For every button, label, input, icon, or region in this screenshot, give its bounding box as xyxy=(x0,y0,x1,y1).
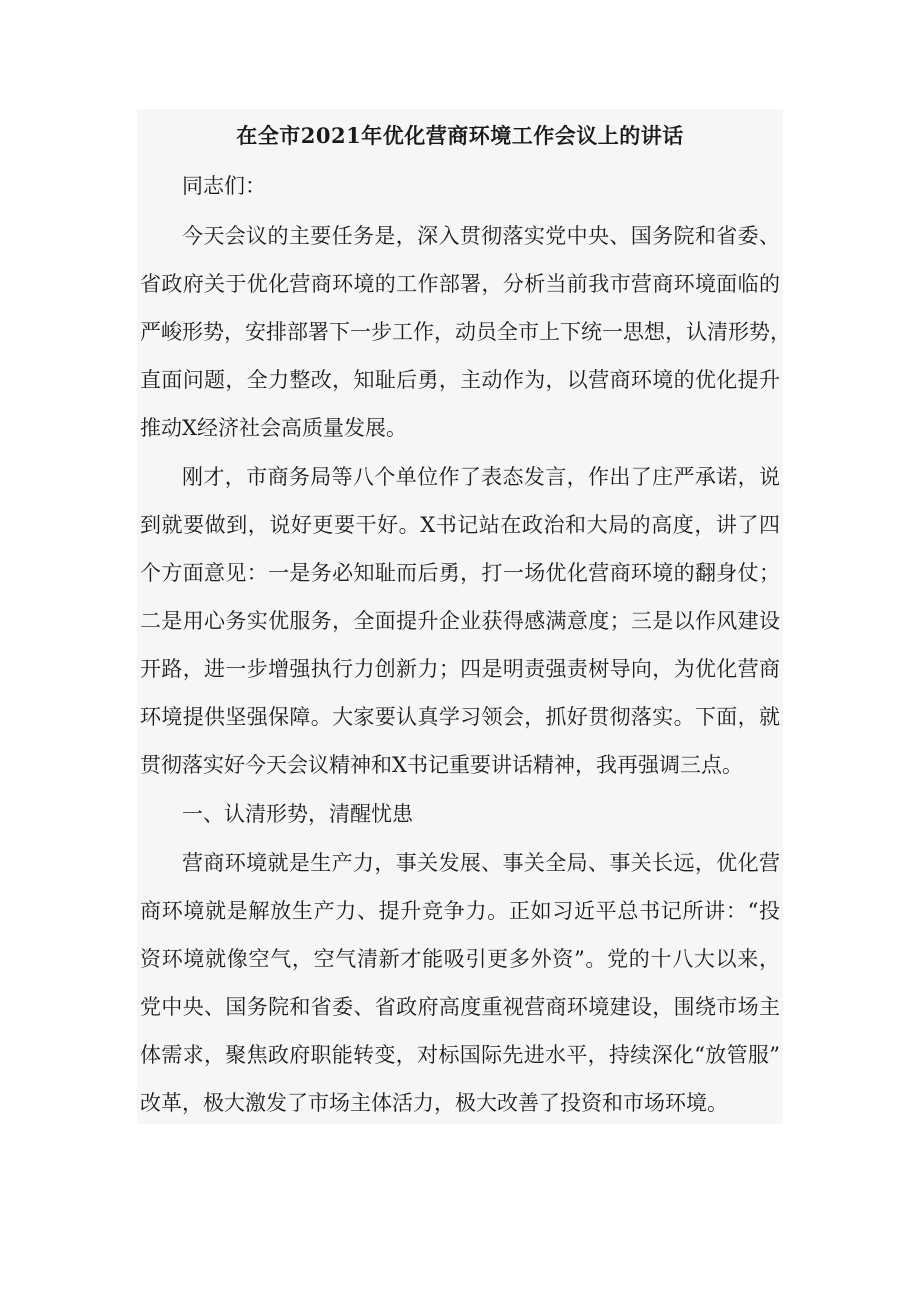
paragraph-line: 环境提供坚强保障。大家要认真学习领会，抓好贯彻落实。下面，就 xyxy=(140,705,780,729)
paragraph-line: 开路，进一步增强执行力创新力；四是明责强责树导向，为优化营商 xyxy=(140,657,780,681)
paragraph-line: 个方面意见：一是务必知耻而后勇，打一场优化营商环境的翻身仗； xyxy=(140,561,780,585)
paragraph-line: 营商环境就是生产力，事关发展、事关全局、事关长远，优化营 xyxy=(182,851,780,875)
section-heading: 一、认清形势，清醒忧患 xyxy=(182,802,413,826)
paragraph-line: 省政府关于优化营商环境的工作部署，分析当前我市营商环境面临的 xyxy=(140,272,780,296)
paragraph-line: 严峻形势，安排部署下一步工作，动员全市上下统一思想，认清形势， xyxy=(140,320,791,344)
paragraph-line: 党中央、国务院和省委、省政府高度重视营商环境建设，围绕市场主 xyxy=(140,995,780,1019)
paragraph-line: 二是用心务实优服务，全面提升企业获得感满意度；三是以作风建设 xyxy=(140,609,780,633)
paragraph-line: 资环境就像空气，空气清新才能吸引更多外资”。党的十八大以来， xyxy=(140,947,780,971)
paragraph-line: 推动X经济社会高质量发展。 xyxy=(140,416,407,440)
paragraph-line: 贯彻落实好今天会议精神和X书记重要讲话精神，我再强调三点。 xyxy=(140,753,743,777)
paragraph-line: 到就要做到，说好更要干好。X书记站在政治和大局的高度，讲了四 xyxy=(140,513,780,537)
paragraph-line: 商环境就是解放生产力、提升竞争力。正如习近平总书记所讲：“投 xyxy=(140,899,780,923)
salutation-line: 同志们： xyxy=(182,174,266,198)
paragraph-line: 刚才，市商务局等八个单位作了表态发言，作出了庄严承诺，说 xyxy=(182,465,780,489)
paragraph-line: 改革，极大激发了市场主体活力，极大改善了投资和市场环境。 xyxy=(140,1091,728,1115)
paragraph-line: 今天会议的主要任务是，深入贯彻落实党中央、国务院和省委、 xyxy=(182,224,780,248)
document-title: 在全市2021年优化营商环境工作会议上的讲话 xyxy=(236,123,684,148)
paragraph-line: 直面问题，全力整改，知耻后勇，主动作为，以营商环境的优化提升 xyxy=(140,368,780,392)
paragraph-line: 体需求，聚焦政府职能转变，对标国际先进水平，持续深化“放管服” xyxy=(140,1043,780,1067)
